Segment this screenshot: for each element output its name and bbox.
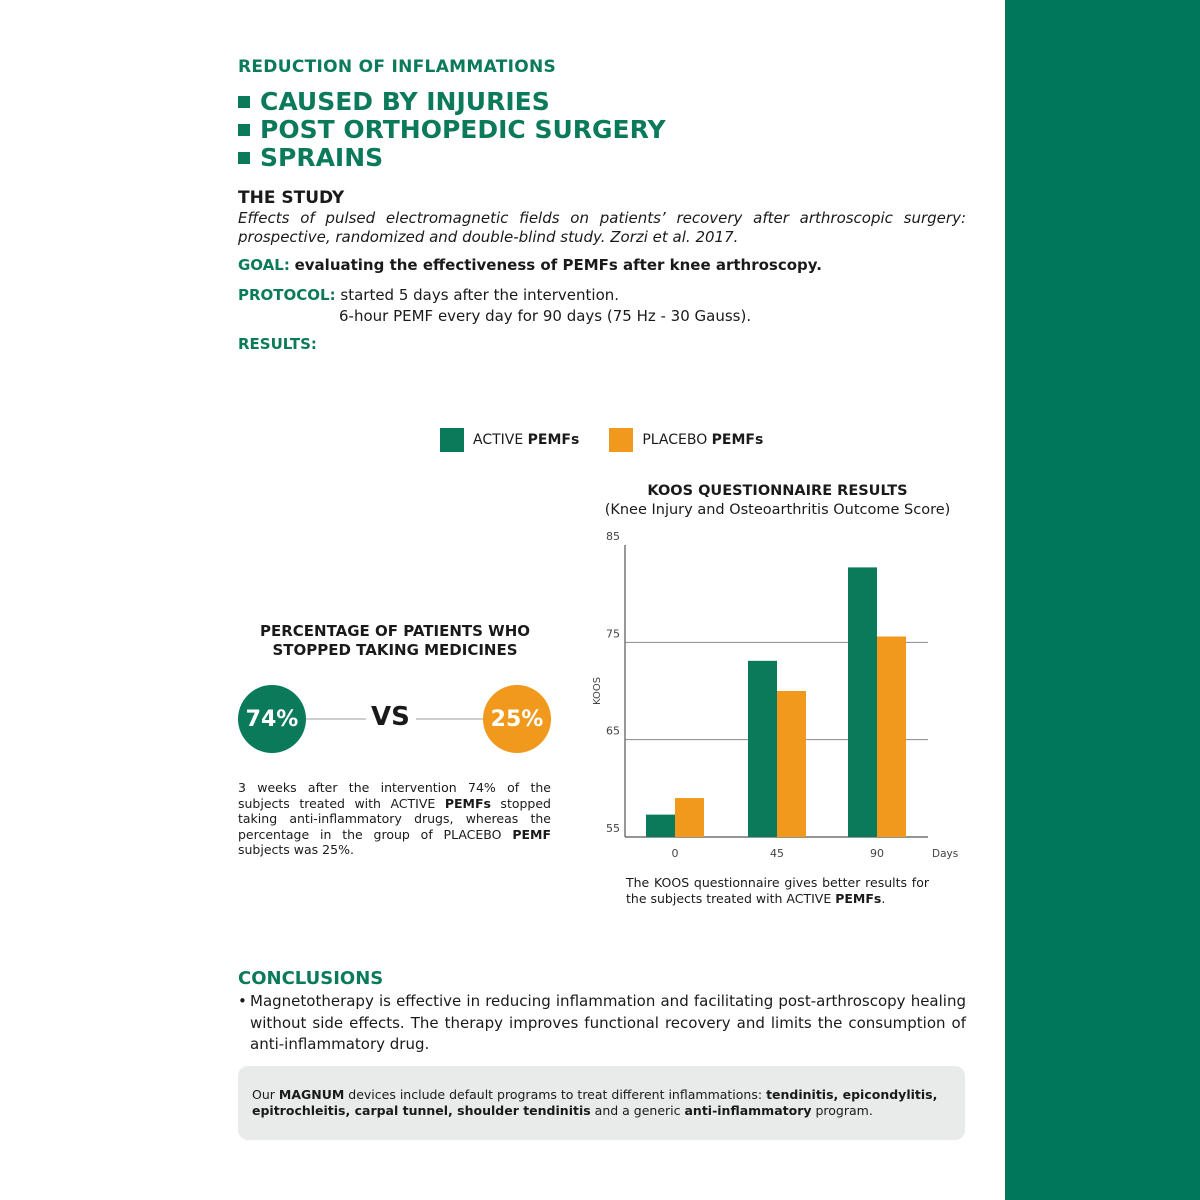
y-axis-label: KOOS	[592, 676, 603, 706]
protocol-label: PROTOCOL:	[238, 286, 336, 304]
brand-sidebar	[1005, 0, 1200, 1200]
goal-text: evaluating the effectiveness of PEMFs after knee arthroscopy.	[294, 256, 822, 274]
percentage-comparison	[238, 685, 551, 753]
legend-item-active	[440, 428, 579, 452]
x-tick-label: 0	[671, 847, 679, 860]
protocol-block	[238, 285, 751, 327]
goal-line	[238, 256, 822, 274]
bar-active	[646, 815, 675, 837]
chart-note: The KOOS questionnaire gives better results for the subjects treated with ACTIVE PEMFs.	[626, 875, 929, 906]
square-bullet-icon	[238, 152, 250, 164]
legend-label-active: ACTIVE PEMFs	[473, 432, 580, 448]
connector-line	[306, 718, 366, 720]
conclusions-text: • Magnetotherapy is effective in reducing inflammation and facilitating post-arthroscopy healing without side effects. The therapy improves functional recovery and limits the consumption of anti-inflammatory drug.	[238, 991, 966, 1056]
x-axis-label: Days	[932, 848, 959, 860]
bar-placebo	[675, 798, 704, 837]
legend-item-placebo	[609, 428, 763, 452]
study-reference: Effects of pulsed electromagnetic fields on patients’ recovery after arthroscopic surgery: prospective, randomized and double-blind study. Zorzi et al. 2017.	[238, 209, 966, 246]
chart-title: KOOS QUESTIONNAIRE RESULTS	[647, 483, 908, 499]
indication-item: CAUSED BY INJURIES	[238, 88, 666, 116]
conclusions-title: CONCLUSIONS	[238, 968, 384, 989]
square-bullet-icon	[238, 124, 250, 136]
y-tick-label: 55	[606, 822, 620, 835]
legend-label-placebo: PLACEBO PEMFs	[642, 432, 764, 448]
percentage-description: 3 weeks after the intervention 74% of the subjects treated with ACTIVE PEMFs stopped taking anti-inflammatory drugs, whereas the percentage in the group of PLACEBO PEMF subjects was 25%.	[238, 780, 551, 857]
active-percentage-circle: 74%	[238, 685, 306, 753]
bar-active	[848, 567, 877, 837]
chart-legend	[440, 428, 793, 452]
square-bullet-icon	[238, 96, 250, 108]
study-title: THE STUDY	[238, 188, 345, 208]
legend-swatch-active	[440, 428, 464, 452]
chart-heading	[585, 482, 970, 520]
results-label: RESULTS:	[238, 335, 317, 353]
goal-label: GOAL:	[238, 256, 290, 274]
x-tick-label: 45	[770, 847, 784, 860]
y-tick-label: 85	[606, 530, 620, 543]
indication-item: SPRAINS	[238, 144, 666, 172]
chart-subtitle: (Knee Injury and Osteoarthritis Outcome Score)	[604, 502, 951, 518]
x-tick-label: 90	[870, 847, 884, 860]
percentage-title: PERCENTAGE OF PATIENTS WHO STOPPED TAKING MEDICINES	[259, 622, 531, 659]
bar-active	[748, 661, 777, 837]
vs-label: VS	[371, 702, 410, 732]
info-box	[238, 1066, 965, 1140]
section-kicker: REDUCTION OF INFLAMMATIONS	[238, 57, 557, 77]
koos-bar-chart	[585, 530, 970, 865]
placebo-percentage-circle: 25%	[483, 685, 551, 753]
y-tick-label: 65	[606, 724, 620, 738]
protocol-line-1: started 5 days after the intervention.	[340, 286, 620, 304]
y-tick-label: 75	[606, 627, 620, 641]
info-box-text: Our MAGNUM devices include default programs to treat different inflammations: tendinitis, epicondylitis, epitrochleitis, carpal tunnel, shoulder tendinitis and a generic anti-inflammatory program.	[252, 1087, 938, 1118]
protocol-line-2: 6-hour PEMF every day for 90 days (75 Hz - 30 Gauss).	[339, 307, 752, 325]
bullet-dot: •	[238, 992, 247, 1010]
bar-placebo	[877, 636, 906, 837]
connector-line	[416, 718, 483, 720]
indication-list	[238, 88, 666, 172]
bar-placebo	[777, 691, 806, 837]
indication-item: POST ORTHOPEDIC SURGERY	[238, 116, 666, 144]
legend-swatch-placebo	[609, 428, 633, 452]
